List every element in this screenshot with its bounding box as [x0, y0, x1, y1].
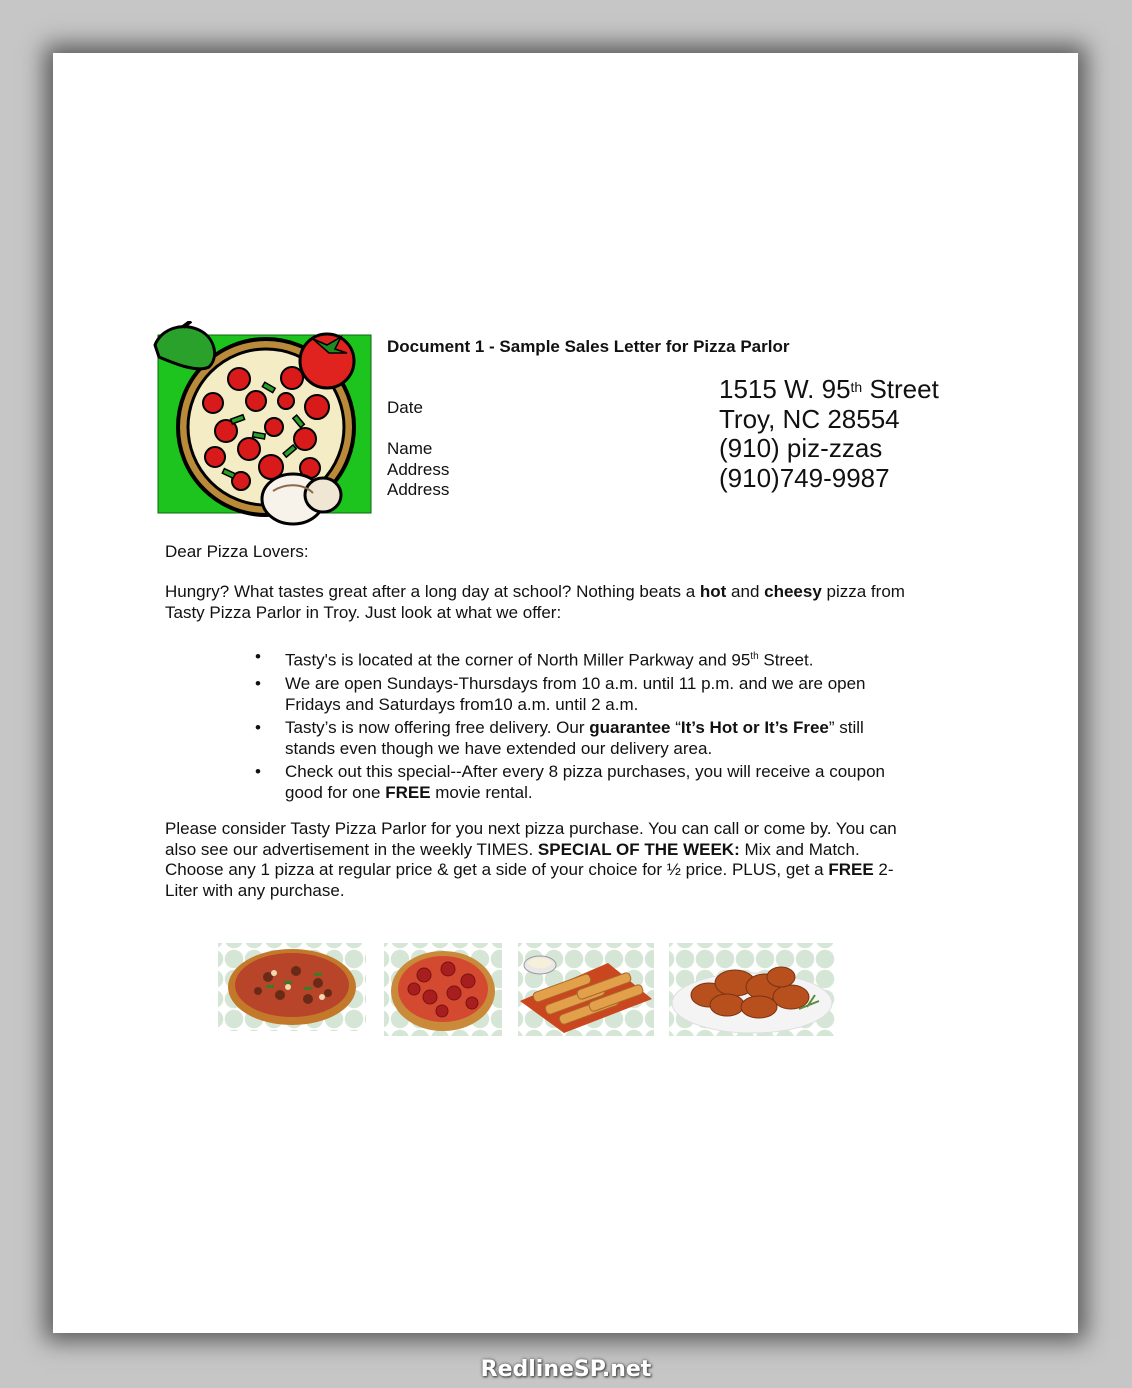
- bullet-text: ” still stands even though we have extended our delivery area.: [285, 718, 864, 758]
- street-suffix: Street: [862, 374, 939, 404]
- supreme-pizza-photo: [218, 943, 366, 1031]
- bullet-text: Tasty's is located at the corner of North Miller Parkway and 95: [285, 650, 751, 670]
- street-text: 1515 W. 95: [719, 374, 851, 404]
- bullet-marker: •: [255, 718, 261, 738]
- closing-bold-free: FREE: [828, 860, 874, 879]
- sender-phone-1: (910) piz-zzas: [719, 433, 883, 463]
- recipient-block: [387, 439, 449, 501]
- sender-phone-2: (910)749-9987: [719, 462, 890, 493]
- bullet-text: Tasty’s is now offering free delivery. Our: [285, 718, 590, 738]
- document-page: [53, 53, 1078, 1333]
- list-item: [165, 762, 885, 804]
- list-item: [165, 647, 885, 671]
- intro-text-1: Hungry? What tastes great after a long day at school? Nothing beats a: [165, 582, 700, 601]
- list-item: [165, 718, 885, 760]
- bullet-bold: guarantee: [589, 718, 671, 738]
- intro-bold-hot: hot: [699, 582, 727, 601]
- recipient-address-1: Address: [387, 459, 450, 479]
- intro-text-3: pizza from Tasty Pizza Parlor in Troy. Just look at what we offer:: [165, 582, 905, 622]
- date-label: Date: [387, 398, 423, 417]
- intro-paragraph: [165, 582, 905, 623]
- closing-text-1: Please consider Tasty Pizza Parlor for you next pizza purchase. You can call or come by. You can also see our advertisement in the weekly TIMES.: [165, 819, 897, 859]
- sender-street: [719, 375, 939, 405]
- pepperoni-pizza-photo: [384, 943, 502, 1036]
- bullet-marker: •: [255, 762, 261, 782]
- bullet-marker: •: [255, 647, 261, 666]
- bullet-text: Check out this special--After every 8 pizza purchases, you will receive a coupon good for one: [285, 762, 886, 802]
- bullet-marker: •: [255, 673, 261, 693]
- chicken-wings-photo: [669, 943, 835, 1036]
- sender-city: Troy, NC 28554: [719, 403, 900, 434]
- salutation: Dear Pizza Lovers:: [165, 542, 309, 561]
- sender-address: [719, 375, 939, 493]
- street-ordinal: th: [850, 379, 863, 395]
- bullet-text: movie rental.: [430, 782, 533, 802]
- bullet-bold: It’s Hot or It’s Free: [680, 718, 829, 738]
- closing-text-2: Mix and Match. Choose any 1 pizza at regular price & get a side of your choice for ½ price. PLUS, get a: [165, 839, 860, 879]
- list-item: [165, 674, 885, 716]
- recipient-name: Name: [387, 439, 433, 458]
- bullet-text: We are open Sundays-Thursdays from 10 a.m. until 11 p.m. and we are open Fridays and Saturdays from10 a.m. until 2 a.m.: [285, 673, 866, 714]
- recipient-address-2: Address: [387, 480, 450, 499]
- bullet-ordinal: th: [750, 651, 759, 662]
- site-watermark: RedlineSP.net: [480, 1357, 652, 1382]
- bullet-bold: FREE: [385, 782, 431, 802]
- offer-list: [165, 647, 885, 806]
- breadsticks-photo: [518, 943, 654, 1036]
- bullet-text: Street.: [758, 650, 814, 670]
- intro-bold-cheesy: cheesy: [764, 582, 822, 601]
- bullet-text: “: [670, 718, 681, 738]
- intro-text-2: and: [726, 582, 765, 601]
- closing-paragraph: [165, 819, 905, 901]
- document-title: Document 1 - Sample Sales Letter for Pizza Parlor: [387, 337, 790, 356]
- closing-bold-special: SPECIAL OF THE WEEK:: [537, 839, 740, 859]
- closing-text-3: 2-Liter with any purchase.: [165, 860, 894, 900]
- pizza-logo-icon: [153, 321, 383, 529]
